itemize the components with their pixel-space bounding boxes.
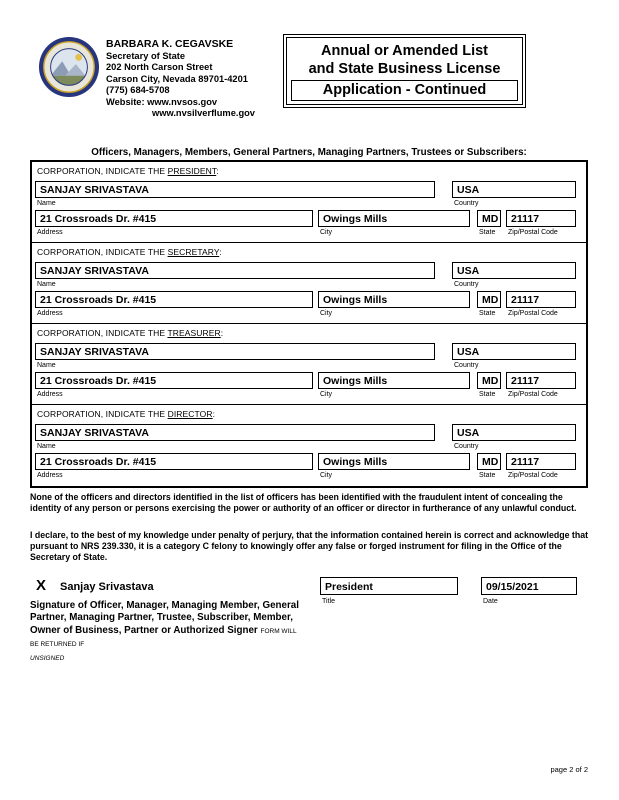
name-field[interactable]: SANJAY SRIVASTAVA bbox=[35, 424, 435, 441]
address-field[interactable]: 21 Crossroads Dr. #415 bbox=[35, 372, 313, 389]
signature-name[interactable]: Sanjay Srivastava bbox=[60, 581, 154, 593]
name-label: Name bbox=[37, 362, 56, 369]
address-field[interactable]: 21 Crossroads Dr. #415 bbox=[35, 210, 313, 227]
state-label: State bbox=[479, 472, 496, 479]
form-title-line1: Annual or Amended List bbox=[320, 43, 489, 59]
form-title-box bbox=[283, 34, 526, 108]
official-address-line1: 202 North Carson Street bbox=[106, 62, 213, 73]
role-name: PRESIDENT bbox=[167, 166, 217, 176]
role-suffix: : bbox=[220, 328, 224, 338]
role-name: TREASURER bbox=[167, 328, 221, 338]
name-field[interactable]: SANJAY SRIVASTAVA bbox=[35, 181, 435, 198]
officer-section-treasurer bbox=[32, 324, 586, 405]
country-field[interactable]: USA bbox=[452, 181, 576, 198]
role-header bbox=[37, 328, 223, 338]
city-field[interactable]: Owings Mills bbox=[318, 291, 470, 308]
zip-label: Zip/Postal Code bbox=[508, 310, 558, 317]
website-link-silverflume[interactable]: www.nvsilverflume.gov bbox=[152, 108, 255, 119]
role-name: DIRECTOR bbox=[167, 409, 213, 419]
state-label: State bbox=[479, 229, 496, 236]
nevada-state-seal-icon bbox=[38, 36, 100, 98]
officer-section-secretary bbox=[32, 243, 586, 324]
signature-x-mark[interactable]: X bbox=[36, 577, 47, 594]
official-address-line2: Carson City, Nevada 89701-4201 bbox=[106, 73, 248, 84]
title-field[interactable]: President bbox=[320, 577, 458, 595]
country-field[interactable]: USA bbox=[452, 343, 576, 360]
declaration-paragraph-1: None of the officers and directors identified in the list of officers has been identified with the fraudulent intent of concealing the identity of any person or persons exercising the power or authority of an officer or director in furtherance of any unlawful conduct. bbox=[30, 492, 577, 513]
role-prefix: CORPORATION, INDICATE THE bbox=[37, 409, 168, 419]
role-header bbox=[37, 247, 222, 257]
officer-section-president bbox=[32, 162, 586, 243]
country-label: Country bbox=[454, 200, 479, 207]
signature-label bbox=[30, 600, 306, 665]
form-title-line2: and State Business License bbox=[308, 61, 501, 77]
city-field[interactable]: Owings Mills bbox=[318, 453, 470, 470]
form-title-line3: Application - Continued bbox=[291, 80, 518, 101]
city-field[interactable]: Owings Mills bbox=[318, 210, 470, 227]
officers-table bbox=[30, 160, 588, 488]
zip-field[interactable]: 21117 bbox=[506, 372, 576, 389]
date-label: Date bbox=[483, 598, 498, 605]
city-label: City bbox=[320, 310, 333, 317]
state-field[interactable]: MD bbox=[477, 372, 501, 389]
website-link-nvsos[interactable]: www.nvsos.gov bbox=[147, 96, 218, 107]
country-label: Country bbox=[454, 362, 479, 369]
address-label: Address bbox=[37, 391, 63, 398]
role-prefix: CORPORATION, INDICATE THE bbox=[37, 166, 168, 176]
address-label: Address bbox=[37, 310, 63, 317]
zip-field[interactable]: 21117 bbox=[506, 291, 576, 308]
officer-section-director bbox=[32, 405, 586, 486]
state-field[interactable]: MD bbox=[477, 291, 501, 308]
state-field[interactable]: MD bbox=[477, 210, 501, 227]
official-title: Secretary of State bbox=[106, 51, 186, 61]
city-field[interactable]: Owings Mills bbox=[318, 372, 470, 389]
address-label: Address bbox=[37, 472, 63, 479]
city-label: City bbox=[320, 229, 333, 236]
city-label: City bbox=[320, 391, 333, 398]
address-field[interactable]: 21 Crossroads Dr. #415 bbox=[35, 291, 313, 308]
role-name: SECRETARY bbox=[167, 247, 220, 257]
country-label: Country bbox=[454, 281, 479, 288]
city-label: City bbox=[320, 472, 333, 479]
zip-field[interactable]: 21117 bbox=[506, 210, 576, 227]
role-suffix: : bbox=[216, 166, 219, 176]
name-field[interactable]: SANJAY SRIVASTAVA bbox=[35, 262, 435, 279]
country-field[interactable]: USA bbox=[452, 424, 576, 441]
signature-label-text: Signature of Officer, Manager, Managing Member, General Partner, Managing Partner, Trustee, Subscriber, Member, Owner of Business, Partner or Authorized Signer bbox=[30, 600, 299, 636]
zip-label: Zip/Postal Code bbox=[508, 229, 558, 236]
role-suffix: : bbox=[212, 409, 216, 419]
name-label: Name bbox=[37, 281, 56, 288]
country-label: Country bbox=[454, 443, 479, 450]
zip-field[interactable]: 21117 bbox=[506, 453, 576, 470]
signature-returned-note: FORM WILL BE RETURNED IF bbox=[30, 627, 297, 649]
website-label: Website: bbox=[106, 96, 145, 107]
role-suffix: : bbox=[219, 247, 222, 257]
name-field[interactable]: SANJAY SRIVASTAVA bbox=[35, 343, 435, 360]
page-number: page 2 of 2 bbox=[550, 765, 588, 774]
date-field[interactable]: 09/15/2021 bbox=[481, 577, 577, 595]
state-label: State bbox=[479, 391, 496, 398]
state-field[interactable]: MD bbox=[477, 453, 501, 470]
official-phone: (775) 684-5708 bbox=[106, 85, 170, 96]
role-header bbox=[37, 166, 219, 176]
name-label: Name bbox=[37, 200, 56, 207]
declaration-paragraph-2: I declare, to the best of my knowledge under penalty of perjury, that the information contained herein is correct and acknowledge that pursuant to NRS 239.330, it is a category C felony to knowingly offer any false or forged instrument for filing in the Office of the Secretary of State. bbox=[30, 530, 589, 562]
state-label: State bbox=[479, 310, 496, 317]
country-field[interactable]: USA bbox=[452, 262, 576, 279]
role-prefix: CORPORATION, INDICATE THE bbox=[37, 247, 168, 257]
role-prefix: CORPORATION, INDICATE THE bbox=[37, 328, 168, 338]
address-label: Address bbox=[37, 229, 63, 236]
official-name: BARBARA K. CEGAVSKE bbox=[106, 38, 234, 50]
zip-label: Zip/Postal Code bbox=[508, 472, 558, 479]
officers-heading: Officers, Managers, Members, General Partners, Managing Partners, Trustees or Subscribers: bbox=[91, 147, 527, 158]
secretary-of-state-info bbox=[106, 38, 255, 119]
title-label: Title bbox=[322, 598, 335, 605]
name-label: Name bbox=[37, 443, 56, 450]
address-field[interactable]: 21 Crossroads Dr. #415 bbox=[35, 453, 313, 470]
role-header bbox=[37, 409, 215, 419]
signature-unsigned-note: UNSIGNED bbox=[30, 654, 65, 662]
zip-label: Zip/Postal Code bbox=[508, 391, 558, 398]
